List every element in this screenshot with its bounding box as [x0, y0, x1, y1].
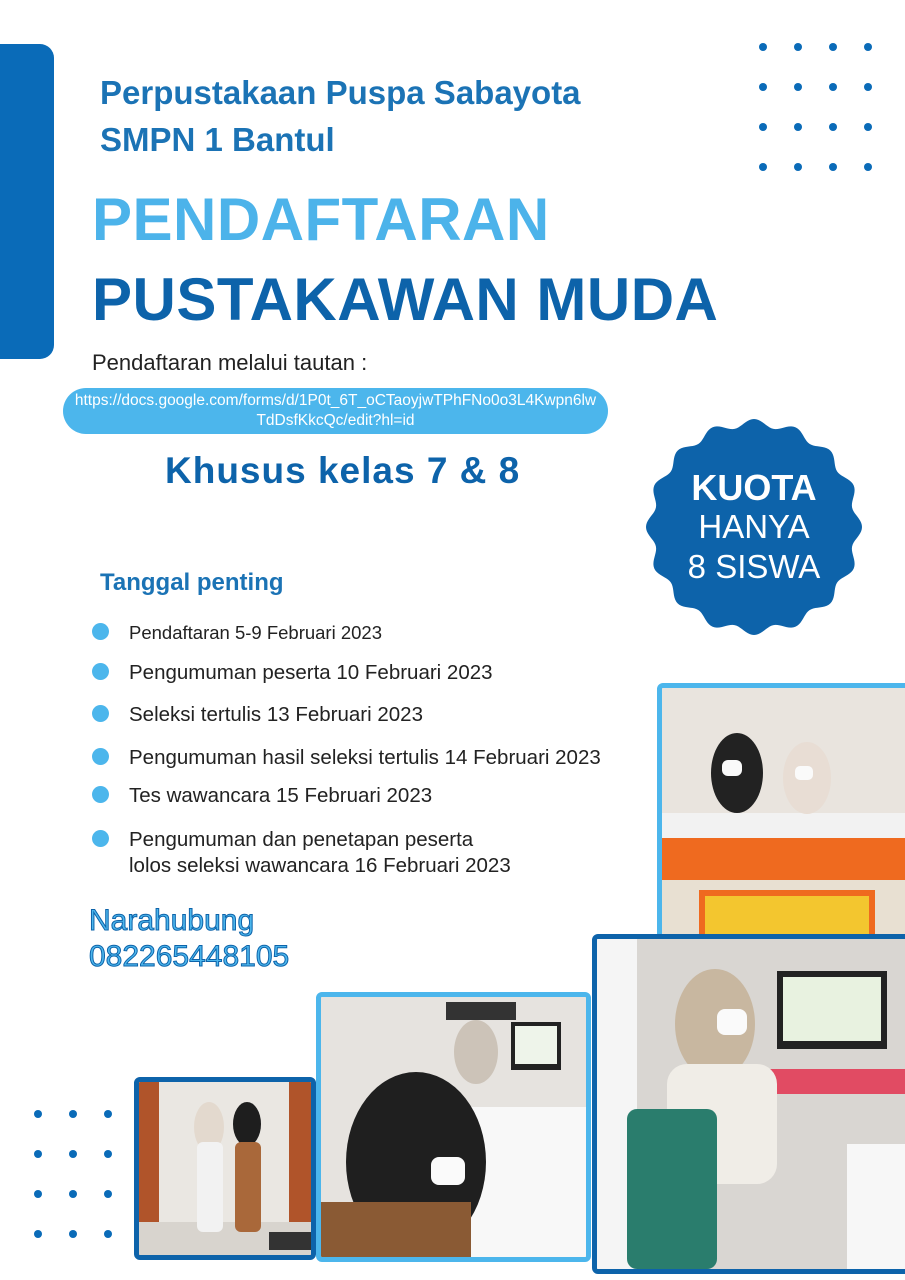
date-item-text: Seleksi tertulis 13 Februari 2023 [129, 703, 423, 726]
bullet-icon [92, 663, 109, 680]
left-accent-bar [0, 44, 54, 359]
title-line-1: PENDAFTARAN [92, 186, 550, 253]
photo-two-students-desk [657, 683, 905, 958]
date-item-text-line-1: Pengumuman dan penetapan peserta [129, 828, 474, 851]
bullet-icon [92, 748, 109, 765]
bullet-icon [92, 705, 109, 722]
photo-two-students-standing [134, 1077, 316, 1260]
title-line-2: PUSTAKAWAN MUDA [92, 266, 719, 333]
date-item [92, 745, 601, 771]
quota-line-1: KUOTA [691, 466, 817, 508]
date-item-text [129, 827, 511, 879]
contact-label: Narahubung [89, 904, 255, 937]
dot-grid-bottom-left [34, 1110, 112, 1238]
quota-badge [641, 418, 867, 636]
date-item-text: Pengumuman hasil seleksi tertulis 14 Februari 2023 [129, 746, 601, 769]
date-item-text: Pendaftaran 5-9 Februari 2023 [129, 622, 383, 643]
bullet-icon [92, 623, 109, 640]
date-item-text: Tes wawancara 15 Februari 2023 [129, 784, 433, 807]
dates-heading: Tanggal penting [100, 569, 284, 596]
registration-url[interactable]: https://docs.google.com/forms/d/1P0t_6T_oCTaoyjwTPhFNo0o3L4Kwpn6lwTdDsfKkcQc/edit?hl=id [74, 392, 597, 429]
date-item [92, 702, 423, 728]
date-item [92, 827, 511, 879]
date-item [92, 620, 382, 646]
quota-line-3: 8 SISWA [687, 547, 821, 585]
date-item [92, 660, 493, 686]
date-item-text-line-2: lolos seleksi wawancara 16 Februari 2023 [129, 854, 511, 877]
library-name: Perpustakaan Puspa Sabayota [100, 74, 581, 111]
date-item-text: Pengumuman peserta 10 Februari 2023 [129, 661, 493, 684]
registration-lead: Pendaftaran melalui tautan : [92, 350, 368, 375]
bullet-icon [92, 786, 109, 803]
bullet-icon [92, 830, 109, 847]
school-name: SMPN 1 Bantul [100, 121, 335, 158]
contact-phone[interactable]: 082265448105 [89, 940, 290, 973]
registration-link[interactable] [63, 388, 608, 434]
eligibility-text: Khusus kelas 7 & 8 [165, 450, 521, 491]
dot-grid-top-right [759, 43, 872, 171]
quota-line-2: HANYA [698, 508, 810, 546]
photo-student-computer [592, 934, 905, 1274]
photo-student-writing [316, 992, 591, 1262]
date-item [92, 783, 432, 809]
